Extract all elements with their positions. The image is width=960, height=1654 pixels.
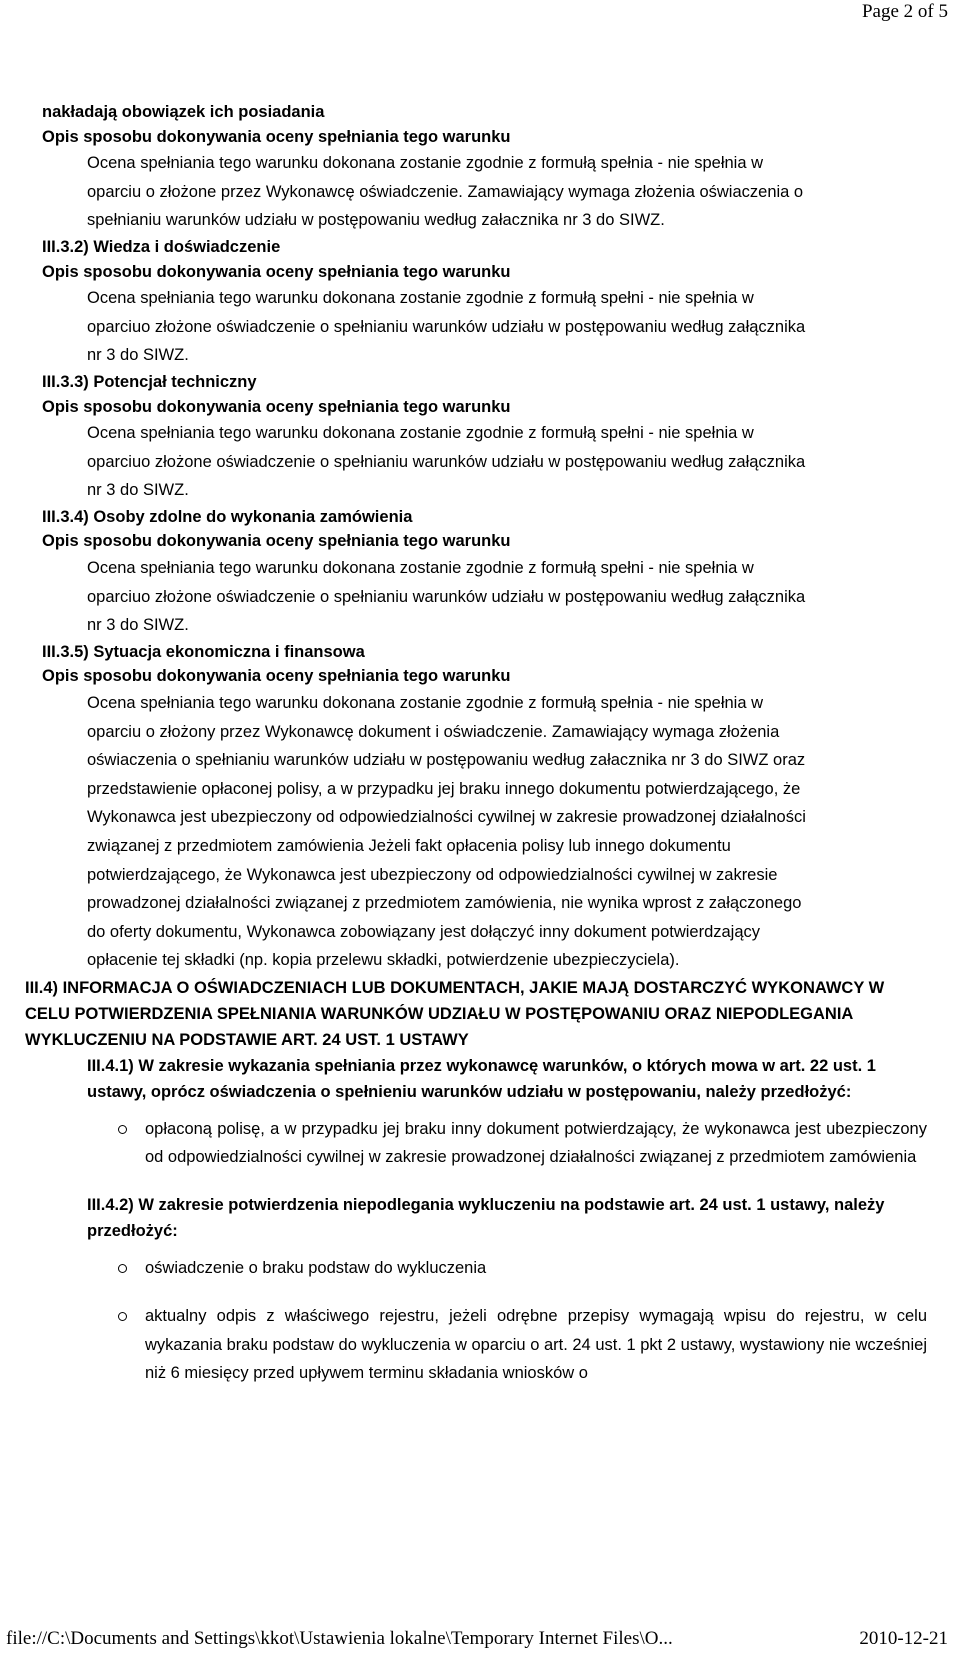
page-number-header: Page 2 of 5 xyxy=(861,1,948,22)
list-item: aktualny odpis z właściwego rejestru, jeżeli odrębne przepisy wymagają wpisu do rejestru, w celu wykazania braku podstaw do wykluczenia w oparciu o art. 24 ust. 1 pkt 2 ustawy, wystawiony nie wcześniej niż 6 miesięcy przed upływem terminu składania wniosków o xyxy=(87,1302,927,1388)
document-list xyxy=(87,1254,942,1388)
description-line: prowadzonej działalności związanej z przedmiotem zamówienia, nie wynika wprost z załączonego xyxy=(87,894,802,913)
section-title-3-3-2: III.3.2) Wiedza i doświadczenie xyxy=(42,237,281,256)
section-title-3-3-3: III.3.3) Potencjał techniczny xyxy=(42,372,257,391)
description-line: oświaczenia o spełnianiu warunków udziału w postępowaniu według załacznika nr 3 do SIWZ oraz xyxy=(87,751,806,770)
description-line: przedstawienie opłaconej polisy, a w przypadku jej braku innego dokumentu potwierdzającego, że xyxy=(87,779,801,798)
description-line: oparciu o złożone przez Wykonawcę oświadczenie. Zamawiający wymaga złożenia oświaczenia o xyxy=(87,182,804,201)
description-line: oparciu o złożony przez Wykonawcę dokument i oświadczenie. Zamawiający wymaga złożenia xyxy=(87,722,780,741)
description-line: związanej z przedmiotem zamówienia Jeżeli fakt opłacenia polisy lub innego dokumentu xyxy=(87,837,731,855)
description-line: Ocena spełniania tego warunku dokonana zostanie zgodnie z formułą spełni - nie spełnia w xyxy=(87,559,754,578)
document-content xyxy=(25,100,942,1408)
assessment-heading: Opis sposobu dokonywania oceny spełniania tego warunku xyxy=(42,532,511,551)
assessment-heading: Opis sposobu dokonywania oceny spełniania tego warunku xyxy=(42,667,511,686)
subsection-title-3-4-1: III.4.1) W zakresie wykazania spełniania przez wykonawcę warunków, o których mowa w art. 22 ust. 1 ustawy, oprócz oświadczenia o spełnieniu warunków udziału w postępowaniu, należy przedłożyć: xyxy=(87,1056,876,1101)
section-title-3-3-4: III.3.4) Osoby zdolne do wykonania zamówienia xyxy=(42,507,413,526)
subsection-3-4-2 xyxy=(42,1192,942,1388)
description-line: Ocena spełniania tego warunku dokonana zostanie zgodnie z formułą spełnia - nie spełnia w xyxy=(87,154,764,173)
document-list xyxy=(87,1115,942,1172)
description-line: Ocena spełniania tego warunku dokonana zostanie zgodnie z formułą spełni - nie spełnia w xyxy=(87,424,754,443)
assessment-description xyxy=(42,689,942,975)
description-line: spełnianiu warunków udziału w postępowaniu według załacznika nr 3 do SIWZ. xyxy=(87,211,665,230)
assessment-description xyxy=(42,149,942,235)
description-line: nr 3 do SIWZ. xyxy=(87,481,189,500)
print-footer xyxy=(6,1627,948,1651)
description-line: oparciuo złożone oświadczenie o spełnianiu warunków udziału w postępowaniu według załącznika xyxy=(87,452,806,471)
description-line: potwierdzającego, że Wykonawca jest ubezpieczony od odpowiedzialności cywilnej w zakresie xyxy=(87,865,778,884)
subsection-3-4-1 xyxy=(42,1053,942,1172)
subsection-title-3-4-2: III.4.2) W zakresie potwierdzenia niepodlegania wykluczeniu na podstawie art. 24 ust. 1 ustawy, należy przedłożyć: xyxy=(87,1195,885,1240)
description-line: Ocena spełniania tego warunku dokonana zostanie zgodnie z formułą spełni - nie spełnia w xyxy=(87,289,754,308)
description-line: Ocena spełniania tego warunku dokonana zostanie zgodnie z formułą spełnia - nie spełnia w xyxy=(87,694,764,713)
section-title-3-3-5: III.3.5) Sytuacja ekonomiczna i finansowa xyxy=(42,642,365,661)
section-title-3-4: III.4) INFORMACJA O OŚWIADCZENIACH LUB DOKUMENTACH, JAKIE MAJĄ DOSTARCZYĆ WYKONAWCY W CELU POTWIERDZENIA SPEŁNIANIA WARUNKÓW UDZIAŁU W POSTĘPOWANIU ORAZ NIEPODLEGANIA WYKLUCZENIU NA PODSTAWIE ART. 24 UST. 1 USTAWY xyxy=(25,978,885,1049)
description-line: nr 3 do SIWZ. xyxy=(87,616,189,635)
list-item: oświadczenie o braku podstaw do wykluczenia xyxy=(87,1254,927,1283)
list-item: opłaconą polisę, a w przypadku jej braku inny dokument potwierdzający, że wykonawca jest ubezpieczony od odpowiedzialności cywilnej w zakresie prowadzonej działalności związanej z przedmiotem zamówienia xyxy=(87,1115,927,1172)
assessment-description xyxy=(42,284,942,370)
assessment-heading: Opis sposobu dokonywania oceny spełniania tego warunku xyxy=(42,262,511,281)
footer-date: 2010-12-21 xyxy=(859,1628,948,1649)
description-line: opłacenie tej składki (np. kopia przelewu składki, potwierdzenie ubezpieczyciela). xyxy=(87,951,680,970)
assessment-description xyxy=(42,554,942,640)
intro-line: nakładają obowiązek ich posiadania xyxy=(42,103,325,121)
assessment-description xyxy=(42,419,942,505)
description-line: oparciuo złożone oświadczenie o spełnianiu warunków udziału w postępowaniu według załącznika xyxy=(87,317,806,336)
description-line: nr 3 do SIWZ. xyxy=(87,346,189,365)
description-line: Wykonawca jest ubezpieczony od odpowiedzialności cywilnej w zakresie prowadzonej działalności xyxy=(87,808,806,827)
assessment-heading: Opis sposobu dokonywania oceny spełniania tego warunku xyxy=(42,397,511,416)
footer-file-path: file://C:\Documents and Settings\kkot\Ustawienia lokalne\Temporary Internet Files\O... xyxy=(6,1628,673,1649)
description-line: oparciuo złożone oświadczenie o spełnianiu warunków udziału w postępowaniu według załącznika xyxy=(87,587,806,606)
description-line: do oferty dokumentu, Wykonawca zobowiązany jest dołączyć inny dokument potwierdzający xyxy=(87,922,761,941)
assessment-heading: Opis sposobu dokonywania oceny spełniania tego warunku xyxy=(42,127,511,146)
